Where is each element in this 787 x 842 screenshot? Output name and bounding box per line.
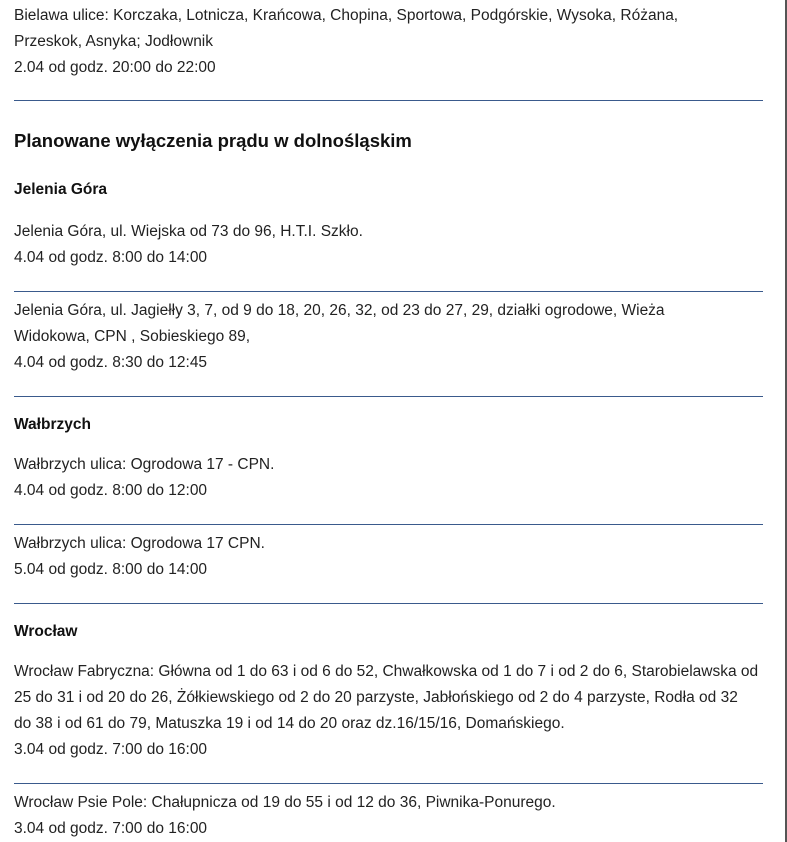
- city-heading-walbrzych: Wałbrzych: [14, 416, 91, 433]
- outage-location: Jelenia Góra, ul. Wiejska od 73 do 96, H.T.I. Szkło.: [14, 223, 363, 240]
- divider: [14, 396, 763, 397]
- divider: [14, 524, 763, 525]
- outage-location: Wrocław Fabryczna: Główna od 1 do 63 i od 6 do 52, Chwałkowska od 1 do 7 i od 2 do 6, Starobielawska od 25 do 31 i od 20 do 26, Żółkiewskiego od 2 do 20 parzyste, Jabłońskiego od 2 do 4 parzyste, Rodła od 32 do 38 i od 61 do 79, Matuszka 19 i od 14 do 20 oraz dz.16/15/16, Domańskiego.: [14, 663, 759, 732]
- outage-entry-bielawa: [14, 0, 766, 81]
- article-content: [14, 0, 766, 842]
- divider: [14, 100, 763, 101]
- outage-entry: [14, 298, 766, 376]
- outage-location: Jelenia Góra, ul. Jagiełły 3, 7, od 9 do 18, 20, 26, 32, od 23 do 27, 29, działki ogrodowe, Wieża Widokowa, CPN , Sobieskiego 89,: [14, 302, 665, 345]
- outage-time: 2.04 od godz. 20:00 do 22:00: [14, 59, 216, 76]
- outage-time: 5.04 od godz. 8:00 do 14:00: [14, 561, 208, 578]
- outage-time: 4.04 od godz. 8:00 do 12:00: [14, 482, 208, 499]
- outage-location: Wałbrzych ulica: Ogrodowa 17 CPN.: [14, 535, 265, 552]
- outage-time: 4.04 od godz. 8:30 do 12:45: [14, 354, 208, 371]
- outage-time: 4.04 od godz. 8:00 do 14:00: [14, 249, 208, 266]
- outage-location: Wałbrzych ulica: Ogrodowa 17 - CPN.: [14, 456, 275, 473]
- divider: [14, 291, 763, 292]
- outage-entry: [14, 659, 766, 763]
- section-title: Planowane wyłączenia prądu w dolnośląskim: [14, 130, 412, 151]
- outage-time: 3.04 od godz. 7:00 do 16:00: [14, 741, 208, 758]
- outage-location: Wrocław Psie Pole: Chałupnicza od 19 do 55 i od 12 do 36, Piwnika-Ponurego.: [14, 794, 556, 811]
- divider: [14, 783, 763, 784]
- city-heading-wroclaw: Wrocław: [14, 623, 78, 640]
- outage-entry: [14, 531, 766, 583]
- divider: [14, 603, 763, 604]
- outage-time: 3.04 od godz. 7:00 do 16:00: [14, 820, 208, 837]
- outage-entry: [14, 219, 766, 271]
- city-heading-jelenia-gora: Jelenia Góra: [14, 181, 108, 198]
- outage-entry: [14, 452, 766, 504]
- outage-location: Bielawa ulice: Korczaka, Lotnicza, Krańcowa, Chopina, Sportowa, Podgórskie, Wysoka, Różana, Przeskok, Asnyka; Jodłownik: [14, 7, 679, 50]
- outage-entry: [14, 790, 766, 842]
